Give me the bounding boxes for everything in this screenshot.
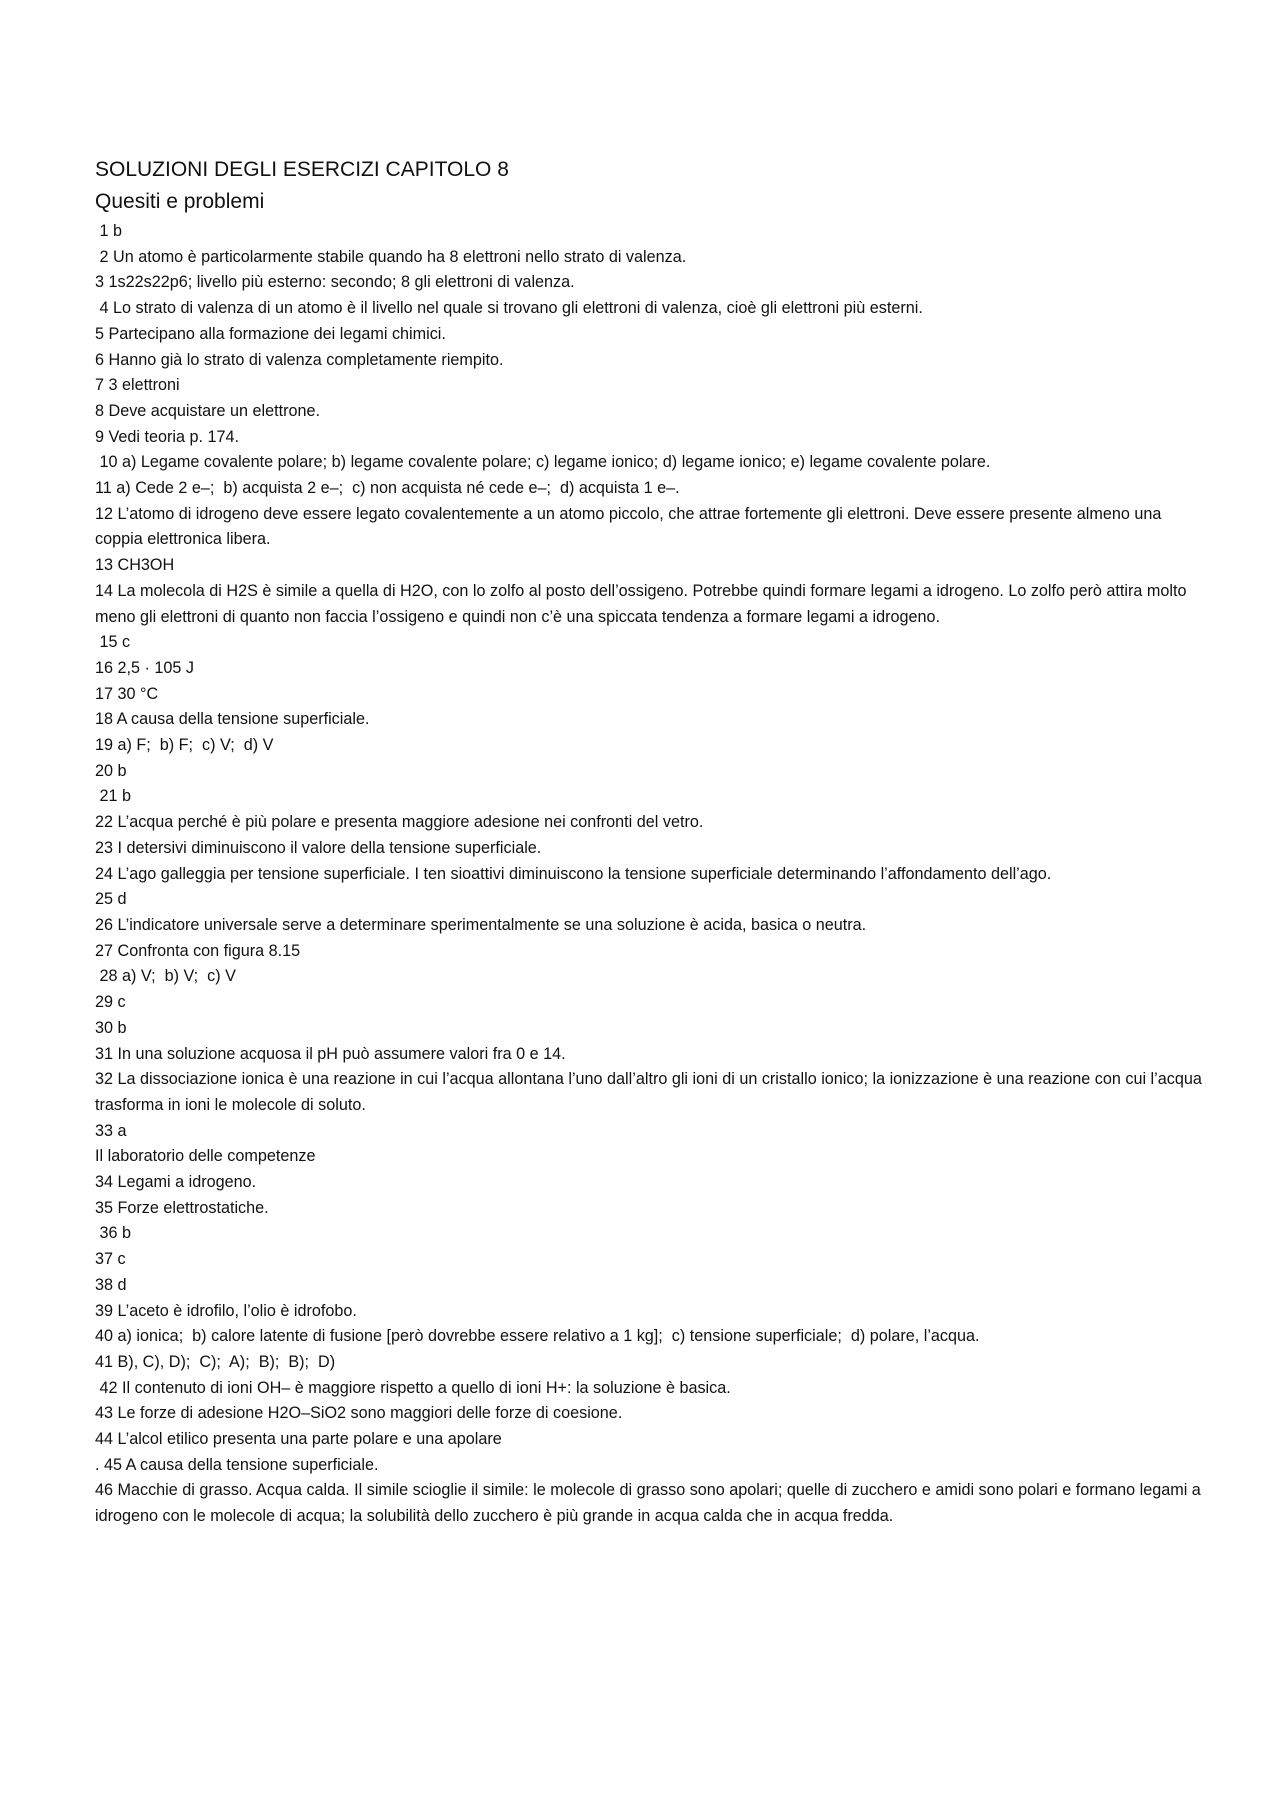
- answer-line: 4 Lo strato di valenza di un atomo è il livello nel quale si trovano gli elettroni di valenza, cioè gli elettroni più esterni.: [95, 299, 923, 318]
- answer-line: 30 b: [95, 1018, 127, 1037]
- answer-line: 28 a) V; b) V; c) V: [95, 967, 236, 986]
- answer-line: 37 c: [95, 1250, 126, 1269]
- answer-line: 43 Le forze di adesione H2O–SiO2 sono maggiori delle forze di coesione.: [95, 1404, 623, 1423]
- answer-line: 9 Vedi teoria p. 174.: [95, 427, 239, 446]
- answer-line: 10 a) Legame covalente polare; b) legame covalente polare; c) legame ionico; d) legame ionico; e) legame covalente polare.: [95, 453, 991, 472]
- section-heading: Quesiti e problemi: [95, 190, 265, 213]
- answer-line: 44 L’alcol etilico presenta una parte polare e una apolare: [95, 1430, 502, 1449]
- answer-line: 21 b: [95, 787, 132, 806]
- answer-line: 23 I detersivi diminuiscono il valore della tensione superficiale.: [95, 838, 542, 857]
- answer-line: 26 L’indicatore universale serve a determinare sperimentalmente se una soluzione è acida, basica o neutra.: [95, 915, 867, 934]
- answer-line: 42 Il contenuto di ioni OH– è maggiore rispetto a quello di ioni H+: la soluzione è basica.: [95, 1378, 731, 1397]
- answer-line: 13 CH3OH: [95, 556, 175, 575]
- answer-line: 31 In una soluzione acquosa il pH può assumere valori fra 0 e 14.: [95, 1044, 566, 1063]
- answer-line: 41 B), C), D); C); A); B); B); D): [95, 1352, 336, 1371]
- document-title: SOLUZIONI DEGLI ESERCIZI CAPITOLO 8: [95, 158, 509, 181]
- answer-line: 18 A causa della tensione superficiale.: [95, 710, 370, 729]
- answer-line: 29 c: [95, 993, 126, 1012]
- answer-line: 12 L’atomo di idrogeno deve essere legato covalentemente a un atomo piccolo, che attrae fortemente gli elettroni. Deve essere presente almeno una coppia elettronica libera.: [95, 504, 1166, 549]
- answer-line: 16 2,5 · 105 J: [95, 658, 194, 677]
- answer-line: 46 Macchie di grasso. Acqua calda. Il simile scioglie il simile: le molecole di grasso sono apolari; quelle di zucchero e amidi sono polari e formano legami a idrogeno con le molecole di acqua; la solubilità dello zucchero è più grande in acqua calda che in acqua fredda.: [95, 1481, 1206, 1526]
- answer-line: 22 L’acqua perché è più polare e presenta maggiore adesione nei confronti del vetro.: [95, 813, 704, 832]
- answer-line: 38 d: [95, 1275, 127, 1294]
- answer-line: 14 La molecola di H2S è simile a quella di H2O, con lo zolfo al posto dell’ossigeno. Potrebbe quindi formare legami a idrogeno. Lo zolfo però attira molto meno gli elettroni di quanto non faccia l’ossigeno e quindi non c’è una spiccata tendenza a formare legami a idrogeno.: [95, 581, 1191, 626]
- answer-line: 27 Confronta con figura 8.15: [95, 941, 301, 960]
- answer-line: Il laboratorio delle competenze: [95, 1147, 316, 1166]
- answer-line: 11 a) Cede 2 e–; b) acquista 2 e–; c) non acquista né cede e–; d) acquista 1 e–.: [95, 479, 680, 498]
- answer-line: 24 L’ago galleggia per tensione superficiale. I ten sioattivi diminuiscono la tensione superficiale determinando l’affondamento dell’ago.: [95, 864, 1052, 883]
- answer-line: 35 Forze elettrostatiche.: [95, 1198, 269, 1217]
- answer-line: 39 L’aceto è idrofilo, l’olio è idrofobo.: [95, 1301, 357, 1320]
- answer-line: 20 b: [95, 761, 127, 780]
- answer-line: 36 b: [95, 1224, 132, 1243]
- answer-line: 25 d: [95, 890, 127, 909]
- answer-line: 40 a) ionica; b) calore latente di fusione [però dovrebbe essere relativo a 1 kg]; c) tensione superficiale; d) polare, l’acqua.: [95, 1327, 980, 1346]
- answer-line: 19 a) F; b) F; c) V; d) V: [95, 736, 274, 755]
- answer-line: 34 Legami a idrogeno.: [95, 1173, 257, 1192]
- document-page: [95, 156, 1205, 1530]
- answer-line: 5 Partecipano alla formazione dei legami chimici.: [95, 324, 446, 343]
- answer-line: . 45 A causa della tensione superficiale.: [95, 1455, 379, 1474]
- answer-line: 32 La dissociazione ionica è una reazione in cui l’acqua allontana l’uno dall’altro gli ioni di un cristallo ionico; la ionizzazione è una reazione con cui l’acqua trasforma in ioni le molecole di soluto.: [95, 1070, 1207, 1114]
- answer-line: 2 Un atomo è particolarmente stabile quando ha 8 elettroni nello strato di valenza.: [95, 247, 687, 266]
- answer-line: 1 b: [95, 222, 123, 240]
- answer-line: 17 30 °C: [95, 684, 159, 703]
- answer-line: 15 c: [95, 633, 131, 652]
- answer-line: 7 3 elettroni: [95, 376, 180, 395]
- answer-line: 3 1s22s22p6; livello più esterno: secondo; 8 gli elettroni di valenza.: [95, 273, 575, 292]
- answer-list: [95, 219, 1205, 1530]
- answer-line: 6 Hanno già lo strato di valenza completamente riempito.: [95, 350, 504, 369]
- answer-line: 33 a: [95, 1121, 127, 1140]
- answer-line: 8 Deve acquistare un elettrone.: [95, 401, 320, 420]
